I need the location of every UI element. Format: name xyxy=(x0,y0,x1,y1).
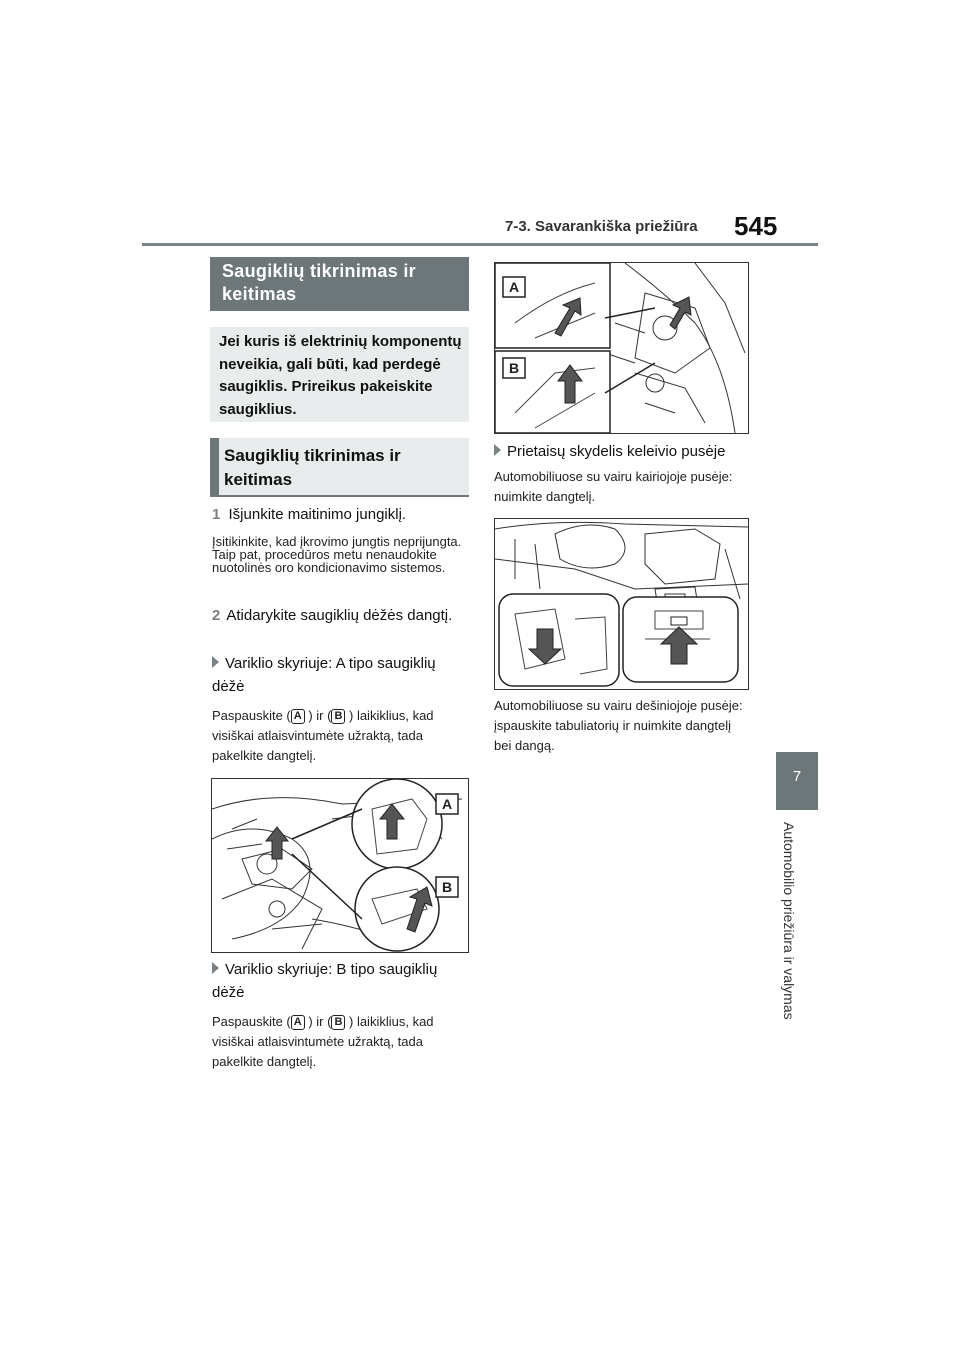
chapter-label: Automobilio priežiūra ir valymas xyxy=(781,822,797,1020)
label-b-icon: B xyxy=(331,1015,345,1030)
step-1 xyxy=(212,506,406,523)
step-2-number: 2 xyxy=(212,607,221,624)
triangle-bullet-icon xyxy=(494,444,501,456)
triangle-bullet-icon xyxy=(212,656,219,668)
label-b-icon: B xyxy=(331,709,345,724)
section-title: 7-3. Savarankiška priežiūra xyxy=(505,218,698,235)
step-1-text: Išjunkite maitinimo jungiklį. xyxy=(228,506,407,523)
page-title: Saugiklių tikrinimas ir keitimas xyxy=(222,261,416,304)
step-1-number: 1 xyxy=(212,506,221,523)
note-a-start: Paspauskite ( xyxy=(212,708,291,723)
step-2-text: Atidarykite saugiklių dėžės dangtį. xyxy=(226,607,453,624)
subtitle-underline xyxy=(210,495,469,497)
chapter-number: 7 xyxy=(792,768,802,785)
figure-fuse-box-a-drawing xyxy=(212,779,468,952)
step-2 xyxy=(212,604,470,627)
page-number: 545 xyxy=(734,211,778,241)
bullet-type-a xyxy=(212,652,470,698)
note-b-end: ) laikiklius, kad visiškai atlaisvintumėte užraktą, tada pakelkite dangtelį. xyxy=(212,1014,434,1069)
instrument-panel-note-lhd: Automobiliuose su vairu kairiojoje pusėje: nuimkite dangtelį. xyxy=(494,469,733,504)
figure-instrument-panel xyxy=(494,518,749,690)
note-b-start: Paspauskite ( xyxy=(212,1014,291,1029)
bullet-instrument-panel xyxy=(494,440,754,463)
figure-label-b: B xyxy=(508,360,520,376)
figure-label-b: B xyxy=(441,879,453,895)
note-a-end: ) laikiklius, kad visiškai atlaisvintumėte užraktą, tada pakelkite dangtelį. xyxy=(212,708,434,763)
note-a-mid: ) ir ( xyxy=(304,708,332,723)
figure-fuse-box-a xyxy=(211,778,469,953)
bullet-type-b-note xyxy=(212,1012,474,1072)
bullet-instrument-panel-text: Prietaisų skydelis keleivio pusėje xyxy=(507,443,726,460)
figure-fuse-box-b xyxy=(494,262,749,434)
label-a-icon: A xyxy=(291,1015,305,1030)
figure-instrument-panel-drawing xyxy=(495,519,748,689)
bullet-type-b-text: Variklio skyriuje: B tipo saugiklių dėžė xyxy=(212,961,438,1001)
intro-text: Jei kuris iš elektrinių komponentų neveikia, gali būti, kad perdegė saugiklis. Prireikus pakeiskite saugiklius. xyxy=(219,333,462,418)
bullet-type-a-note xyxy=(212,706,474,766)
figure-label-a: A xyxy=(508,279,520,295)
note-b-mid: ) ir ( xyxy=(304,1014,332,1029)
subtitle: Saugiklių tikrinimas ir keitimas xyxy=(224,446,401,489)
figure-label-a: A xyxy=(441,796,453,812)
triangle-bullet-icon xyxy=(212,962,219,974)
instrument-panel-note-rhd: Automobiliuose su vairu dešiniojoje pusėje: įspauskite tabuliatorių ir nuimkite dangtelį bei dangą. xyxy=(494,698,743,753)
label-a-icon: A xyxy=(291,709,305,724)
bullet-type-b xyxy=(212,958,470,1004)
header-rule xyxy=(142,243,818,246)
subtitle-bar xyxy=(210,438,219,496)
bullet-type-a-text: Variklio skyriuje: A tipo saugiklių dėžė xyxy=(212,655,436,695)
figure-fuse-box-b-drawing xyxy=(495,263,748,433)
step-1-note: Įsitikinkite, kad įkrovimo jungtis neprijungta. Taip pat, procedūros metu nenaudokite nuotolinės oro kondicionavimo sistemos. xyxy=(212,534,462,575)
